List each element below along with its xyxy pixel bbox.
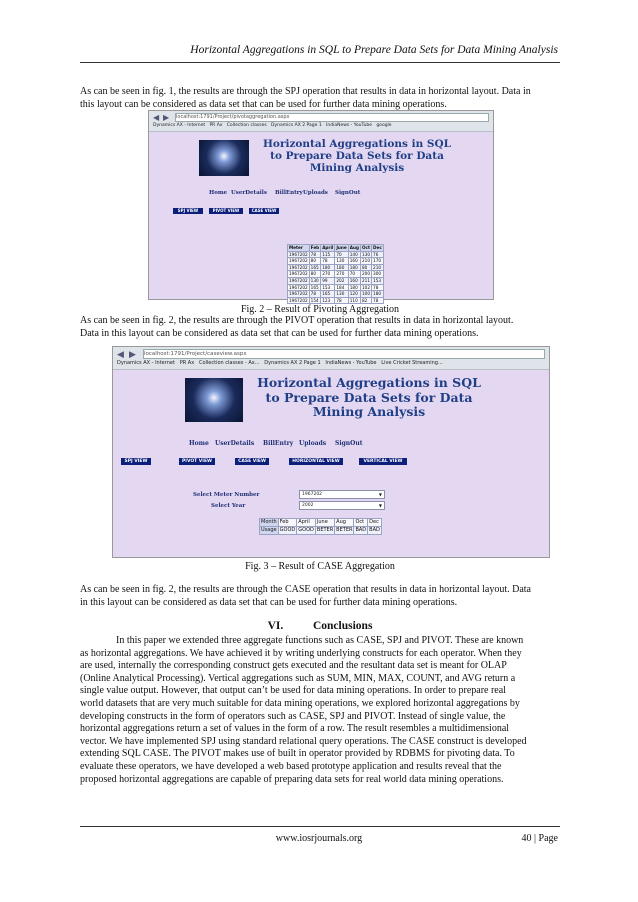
- paragraph-fig2-discussion: [80, 315, 560, 340]
- text-line: are used, internally the corresponding construct gets executed and the resultant data set is meant for OLAP: [80, 660, 507, 672]
- table-cell: 270: [321, 271, 335, 278]
- header-rule: [80, 62, 560, 63]
- table-cell: 100: [361, 291, 370, 297]
- bookmark-item[interactable]: PR Ax: [179, 360, 195, 366]
- year-select[interactable]: [299, 501, 385, 510]
- nav-billentry[interactable]: BillEntry: [275, 190, 303, 196]
- bookmark-item[interactable]: google: [376, 123, 392, 128]
- text-line: single value output. However, that output can’t be used for data mining operations. In order to prepare real: [80, 685, 506, 697]
- chevron-down-icon: ▼: [378, 503, 382, 508]
- lighthouse-logo: [185, 378, 243, 422]
- text-line: vector. We have implemented SPJ using standard relational query operations. The CASE construct is developed: [80, 735, 527, 747]
- table-cell: 1967202: [289, 277, 308, 283]
- nav-userdetails[interactable]: UserDetails: [231, 190, 267, 196]
- table-cell: 140: [348, 251, 360, 258]
- bookmark-item[interactable]: PR Ax: [209, 123, 223, 128]
- footer-page-number: 40 | Page: [521, 833, 558, 844]
- table-cell: 153: [321, 284, 335, 291]
- table-cell: 78: [372, 284, 384, 291]
- table-cell: 160: [348, 277, 360, 284]
- table-cell: 180: [335, 264, 348, 271]
- table-cell: 1967202: [289, 284, 308, 290]
- figure-2-screenshot: [148, 110, 494, 303]
- text-line: extending SQL CASE. The PIVOT makes use of built in operator provided by RDBMS for pivoting data. To: [80, 748, 515, 760]
- case-result-table: [259, 518, 382, 535]
- table-cell: 1967202: [289, 291, 308, 297]
- back-icon[interactable]: ◀: [153, 113, 160, 122]
- table-row: [288, 284, 384, 291]
- text-line: evaluate these operators, we have developed a web based prototype application and results reveal that the: [80, 760, 502, 772]
- back-icon[interactable]: ◀: [117, 349, 124, 359]
- pivot-view-button[interactable]: PIVOT VIEW: [179, 458, 215, 465]
- app-page: [149, 132, 493, 303]
- table-cell: 170: [372, 258, 384, 265]
- bookmark-item[interactable]: Dynamics AX - Internet: [117, 360, 175, 366]
- spj-view-button[interactable]: SPJ VIEW: [121, 458, 151, 465]
- table-cell: 180: [348, 264, 360, 271]
- table-header-cell: Meter: [288, 245, 310, 252]
- pivot-result-table: [287, 244, 384, 304]
- running-header: Horizontal Aggregations in SQL to Prepare Data Sets for Data Mining Analysis: [190, 44, 558, 56]
- text-line: developing constructs in the form of operators such as CASE, SPJ and PIVOT. Instead of single value, the: [80, 710, 506, 722]
- case-view-button[interactable]: CASE VIEW: [235, 458, 269, 465]
- table-cell: 102: [361, 284, 370, 290]
- table-row: [288, 271, 384, 278]
- table-cell: 202: [335, 277, 348, 284]
- section-heading: [80, 620, 560, 632]
- table-row: [288, 277, 384, 284]
- section-number: VI.: [267, 620, 284, 632]
- vertical-view-button[interactable]: VERTICAL VIEW: [359, 458, 407, 465]
- table-cell: GOOD: [298, 527, 314, 533]
- meter-number-label: Select Meter Number: [193, 492, 260, 498]
- bookmark-item[interactable]: Dynamics AX 2 Page 1: [271, 123, 322, 128]
- table-row: [288, 291, 384, 298]
- table-cell: 180: [372, 291, 384, 298]
- address-bar[interactable]: localhost:1791/Project/pivotaggregation.aspx: [175, 113, 489, 122]
- chevron-down-icon: ▼: [378, 492, 382, 497]
- table-cell: 78: [309, 251, 321, 258]
- pivot-view-button[interactable]: PIVOT VIEW: [209, 208, 243, 214]
- table-cell: June: [315, 519, 334, 527]
- browser-toolbar: [113, 347, 549, 370]
- table-cell: 1967202: [289, 297, 308, 303]
- meter-number-select[interactable]: [299, 490, 385, 499]
- table-row: [288, 264, 384, 271]
- forward-icon[interactable]: ▶: [163, 113, 170, 122]
- table-cell: 200: [361, 271, 370, 277]
- table-cell: April: [297, 519, 316, 527]
- table-cell: 270: [335, 271, 348, 278]
- table-cell: Month: [261, 519, 277, 525]
- table-cell: 80: [309, 271, 321, 278]
- table-cell: 76: [372, 251, 384, 258]
- table-cell: 110: [348, 297, 360, 304]
- table-cell: 130: [335, 258, 348, 265]
- table-cell: 78: [372, 297, 384, 304]
- figure-3-screenshot: [112, 346, 550, 558]
- paragraph-fig3-discussion: [80, 584, 560, 609]
- table-cell: 1967202: [289, 251, 308, 257]
- table-cell: 180: [321, 264, 335, 271]
- bookmark-item[interactable]: Collection classes: [226, 123, 267, 128]
- nav-uploads[interactable]: Uploads: [299, 440, 327, 447]
- text-line: this layout can be considered as data set that can be used for further data mining operations.: [80, 98, 447, 110]
- bookmark-item[interactable]: Dynamics AX - Internet: [153, 123, 206, 128]
- text-line: Data in this layout can be considered as data set that can be used for further data mining operations.: [80, 327, 479, 339]
- table-cell: BAD: [369, 527, 380, 533]
- table-cell: 211: [361, 277, 370, 283]
- table-cell: 120: [348, 291, 360, 298]
- table-cell: 184: [335, 284, 348, 291]
- table-cell: BETER: [336, 527, 353, 533]
- table-cell: BETER: [316, 527, 334, 533]
- nav-home[interactable]: Home: [189, 440, 209, 447]
- table-header-cell: Dec: [373, 245, 382, 250]
- bookmarks-bar: [117, 359, 545, 368]
- conclusion-paragraph: [80, 635, 560, 786]
- table-cell: 210: [361, 258, 370, 264]
- nav-billentry[interactable]: BillEntry: [263, 440, 294, 447]
- table-header-cell: Feb: [310, 245, 320, 250]
- table-cell: 160: [348, 258, 360, 265]
- table-cell: 70: [348, 271, 360, 278]
- table-cell: 165: [309, 264, 321, 271]
- table-cell: 154: [309, 297, 321, 304]
- section-title: Conclusions: [312, 620, 373, 632]
- table-cell: 78: [309, 291, 321, 298]
- bookmark-item[interactable]: Live Cricket Streaming...: [381, 360, 443, 366]
- table-cell: 130: [335, 291, 348, 298]
- table-cell: 1967202: [289, 264, 308, 270]
- address-bar[interactable]: localhost:1791/Project/caseview.aspx: [143, 349, 545, 359]
- table-cell: 115: [321, 251, 335, 258]
- app-banner-title: Horizontal Aggregations in SQL to Prepare Data Sets for Data Mining Analysis: [257, 375, 481, 419]
- text-line: As can be seen in fig. 2, the results are through the PIVOT operation that results in data in horizontal layout.: [80, 315, 514, 326]
- nav-signout[interactable]: SignOut: [335, 190, 361, 196]
- table-header-cell: Oct: [361, 245, 371, 250]
- bookmark-item[interactable]: Collection classes - Ax...: [198, 360, 260, 366]
- table-cell: 123: [321, 297, 335, 304]
- table-cell: 180: [348, 284, 360, 291]
- nav-userdetails[interactable]: UserDetails: [215, 440, 255, 447]
- table-header-row: [288, 245, 384, 252]
- text-line: world datasets that are very much suitable for data mining operations, we explored horizontal aggregations by: [80, 697, 520, 709]
- app-page: [113, 370, 549, 557]
- footer-rule: [80, 826, 560, 827]
- table-cell: 78: [335, 297, 348, 304]
- table-cell: Aug: [335, 519, 354, 527]
- table-cell: 130: [361, 251, 370, 257]
- table-cell: 165: [321, 291, 335, 298]
- text-line: As can be seen in fig. 1, the results are through the SPJ operation that results in data in horizontal layout. Data in: [80, 86, 531, 97]
- table-cell: Usage: [261, 527, 277, 533]
- nav-signout[interactable]: SignOut: [335, 440, 363, 447]
- table-row: [288, 297, 384, 304]
- table-cell: 210: [372, 264, 384, 271]
- table-header-cell: Aug: [349, 245, 359, 250]
- figure-3-caption: Fig. 3 – Result of CASE Aggregation: [245, 561, 395, 572]
- meter-number-value: 1967202: [302, 492, 323, 497]
- table-header-cell: April: [322, 245, 334, 250]
- year-label: Select Year: [211, 503, 246, 509]
- footer-url: www.iosrjournals.org: [275, 833, 363, 844]
- text-line: in this layout can be considered as data set that can be used for further data mining operations.: [80, 596, 458, 608]
- table-cell: 153: [372, 277, 384, 284]
- table-cell: BAD: [355, 527, 367, 533]
- table-row: [260, 519, 382, 527]
- table-cell: 78: [321, 258, 335, 265]
- table-row: [260, 527, 382, 535]
- table-cell: 70: [335, 251, 348, 258]
- text-line: As can be seen in fig. 2, the results are through the CASE operation that results in data in horizontal layout. Data: [80, 584, 531, 595]
- case-view-button[interactable]: CASE VIEW: [249, 208, 279, 214]
- table-cell: 1967202: [289, 258, 308, 264]
- horizontal-view-button[interactable]: HORIZONTAL VIEW: [289, 458, 343, 465]
- nav-home[interactable]: Home: [209, 190, 228, 196]
- bookmark-item[interactable]: IndiaNews - YouTube: [326, 123, 373, 128]
- table-cell: 80: [309, 258, 321, 265]
- table-cell: 300: [372, 271, 384, 278]
- spj-view-button[interactable]: SPJ VIEW: [173, 208, 203, 214]
- forward-icon[interactable]: ▶: [129, 349, 136, 359]
- table-cell: 80: [360, 264, 371, 271]
- nav-uploads[interactable]: Uploads: [303, 190, 328, 196]
- table-cell: Oct: [354, 519, 368, 527]
- paragraph-fig1-discussion: [80, 86, 560, 111]
- table-cell: 165: [309, 284, 321, 291]
- table-row: [288, 258, 384, 265]
- text-line: In this paper we extended three aggregate functions such as CASE, SPJ and PIVOT. These are known: [116, 635, 524, 646]
- table-cell: 1967202: [289, 271, 308, 277]
- table-cell: Feb: [278, 519, 297, 527]
- app-banner-title: Horizontal Aggregations in SQL to Prepare Data Sets for Data Mining Analysis: [263, 138, 451, 174]
- table-cell: GOOD: [279, 527, 296, 533]
- table-header-cell: June: [336, 245, 347, 250]
- table-cell: 82: [360, 297, 371, 304]
- bookmark-item[interactable]: Dynamics AX 2 Page 1: [264, 360, 321, 366]
- text-line: as horizontal aggregations. We have achieved it by writing underlying constructs for each operator. When they: [80, 647, 522, 659]
- table-cell: 130: [309, 277, 321, 284]
- lighthouse-logo: [199, 140, 249, 176]
- year-value: 2002: [302, 503, 314, 508]
- bookmarks-bar: [153, 122, 489, 130]
- table-cell: 99: [321, 277, 335, 284]
- table-row: [288, 251, 384, 258]
- text-line: (Online Analytical Processing). Vertical aggregations such as SUM, MIN, MAX, COUNT, and AVG return a: [80, 672, 516, 684]
- table-cell: Dec: [368, 519, 382, 527]
- figure-2-caption: Fig. 2 – Result of Pivoting Aggregation: [240, 304, 400, 315]
- text-line: horizontal aggregations return a set of values in the form of a row. The result resembles a multidimensional: [80, 723, 510, 735]
- text-line: proposed horizontal aggregations are capable of preparing data sets for real world data mining operations.: [80, 773, 504, 785]
- bookmark-item[interactable]: IndiaNews - YouTube: [325, 360, 377, 366]
- browser-toolbar: [149, 111, 493, 132]
